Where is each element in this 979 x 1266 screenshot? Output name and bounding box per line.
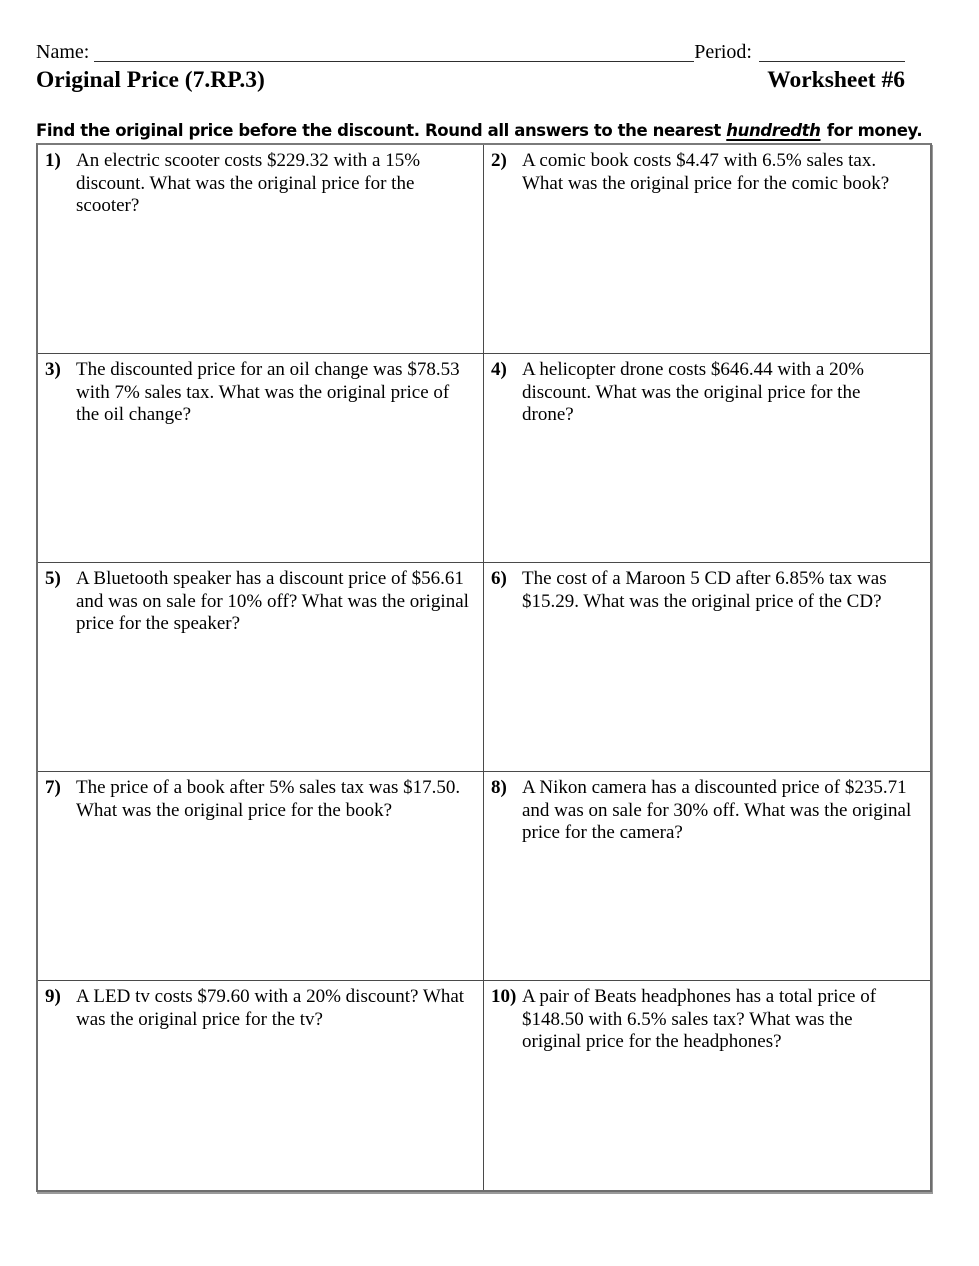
- worksheet-page: [36, 39, 932, 1192]
- problem-text: A helicopter drone costs $646.44 with a 20% discount. What was the original price for the drone?: [522, 359, 864, 425]
- problem-number: 7): [45, 777, 61, 798]
- problem-cell-9: [38, 981, 484, 1190]
- problem-text: A pair of Beats headphones has a total price of $148.50 with 6.5% sales tax? What was the original price for the headphones?: [522, 986, 877, 1052]
- problem-cell-10: [484, 981, 930, 1190]
- problem-number: 2): [491, 150, 507, 171]
- problem-number: 5): [45, 568, 61, 589]
- name-label: Name:: [36, 41, 90, 63]
- problem-text: A Bluetooth speaker has a discount price of $56.61 and was on sale for 10% off? What was the original price for the speaker?: [76, 568, 469, 634]
- problem-number: 1): [45, 150, 61, 171]
- instructions-prefix: Find the original price before the discount. Round all answers to the nearest: [36, 121, 727, 140]
- instructions-suffix: for money.: [821, 121, 923, 140]
- period-label: Period:: [694, 41, 752, 63]
- page-title: Original Price (7.RP.3): [36, 67, 265, 93]
- instructions-emphasized-word: hundredth: [726, 121, 821, 140]
- worksheet-number: Worksheet #6: [767, 67, 905, 93]
- name-period-row: [36, 39, 905, 64]
- problem-cell-5: [38, 563, 484, 772]
- problem-text: A Nikon camera has a discounted price of $235.71 and was on sale for 30% off. What was the original price for the camera?: [522, 777, 912, 843]
- problem-cell-7: [38, 772, 484, 981]
- problem-text: The discounted price for an oil change was $78.53 with 7% sales tax. What was the original price of the oil change?: [76, 359, 460, 425]
- name-blank-line: [94, 44, 694, 62]
- period-blank-line: [759, 44, 905, 62]
- problem-cell-2: [484, 145, 930, 354]
- problem-text: The price of a book after 5% sales tax was $17.50. What was the original price for the book?: [76, 777, 461, 821]
- problem-cell-4: [484, 354, 930, 563]
- problem-cell-1: [38, 145, 484, 354]
- problem-number: 4): [491, 359, 507, 380]
- problems-table: [36, 143, 932, 1192]
- problem-cell-3: [38, 354, 484, 563]
- problem-text: The cost of a Maroon 5 CD after 6.85% tax was $15.29. What was the original price of the CD?: [522, 568, 887, 612]
- problem-text: An electric scooter costs $229.32 with a 15% discount. What was the original price for the scooter?: [76, 150, 421, 216]
- title-row: [36, 67, 905, 94]
- problem-text: A LED tv costs $79.60 with a 20% discount? What was the original price for the tv?: [76, 986, 465, 1030]
- problem-cell-8: [484, 772, 930, 981]
- problem-number: 6): [491, 568, 507, 589]
- problem-cell-6: [484, 563, 930, 772]
- problem-text: A comic book costs $4.47 with 6.5% sales tax. What was the original price for the comic book?: [522, 150, 890, 194]
- problem-number: 9): [45, 986, 61, 1007]
- problem-number: 3): [45, 359, 61, 380]
- problem-number: 8): [491, 777, 507, 798]
- instructions-line: [36, 121, 932, 140]
- problem-number: 10): [491, 986, 517, 1007]
